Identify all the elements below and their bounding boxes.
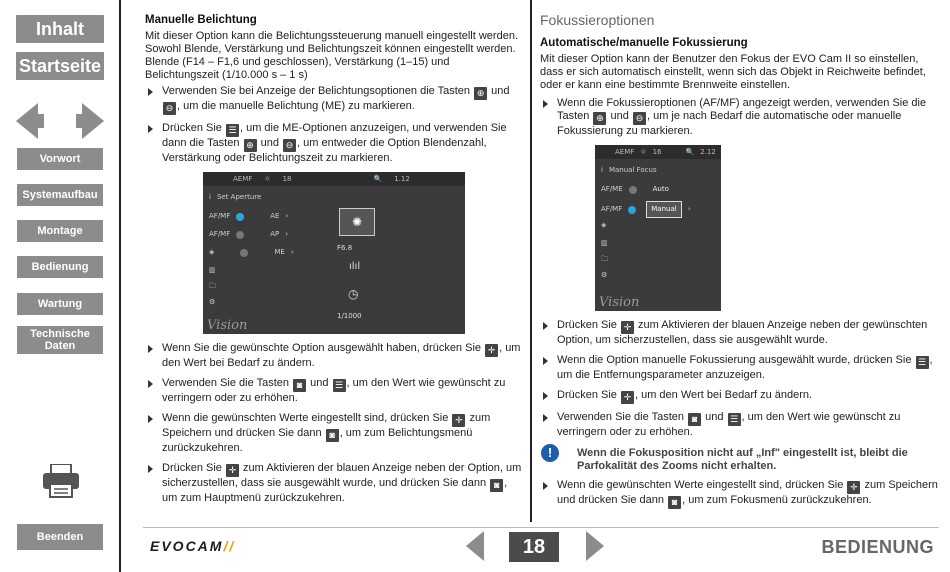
previous-page-stem	[36, 114, 44, 128]
gain-icon: ılıl	[349, 261, 361, 272]
page-number: 18	[509, 532, 559, 562]
zoom-icon: ⊕	[244, 139, 257, 152]
info-icon: i	[601, 166, 603, 174]
text: ME	[274, 248, 285, 256]
folder-icon: 🗀	[209, 282, 216, 290]
back-icon: ◙	[688, 413, 701, 426]
selected-indicator-icon	[236, 213, 244, 221]
text: und	[491, 85, 510, 97]
enter-icon: ✛	[226, 464, 239, 477]
back-icon: ◙	[668, 496, 681, 509]
text: Wenn die gewünschten Werte eingestellt sind, drücken Sie	[557, 479, 844, 491]
sidebar	[0, 0, 121, 572]
note-block	[540, 447, 938, 473]
list-item	[145, 122, 525, 165]
sidebar-item-technische-daten[interactable]: Technische Daten	[17, 326, 103, 354]
zoom-icon: ⊕	[474, 87, 487, 100]
text: , um den Wert wie gewünscht zu verringern oder zu erhöhen.	[162, 377, 506, 404]
text: AEMF	[615, 147, 635, 156]
text: , um zum Fokusmenü zurückzukehren.	[682, 494, 872, 506]
list-item	[540, 479, 938, 509]
text: 2.12	[700, 147, 716, 156]
focus-icon: ◈	[209, 248, 215, 256]
list-item	[145, 462, 525, 505]
text: Auto	[652, 185, 669, 193]
folder-icon: 🗀	[601, 255, 608, 263]
focus-menu-screenshot	[595, 145, 721, 311]
screen-row	[209, 280, 216, 293]
indicator-icon	[240, 249, 248, 257]
vision-logo: Vision	[207, 318, 248, 333]
text: zum Speichern und drücken Sie dann	[557, 479, 938, 506]
list-item	[540, 319, 938, 347]
section-title-fokussieroptionen: Fokussieroptionen	[540, 12, 655, 28]
text: AF/MF	[209, 230, 231, 238]
menu-icon: ☰	[226, 124, 239, 137]
screen-row: AF/MF Manual ›	[601, 201, 691, 218]
text: zum Aktivieren der blauen Anzeige neben der Option, um sicherzustellen, dass sie ausgewählt wurde, und drücken Sie dann	[162, 462, 522, 489]
sidebar-item-vorwort[interactable]: Vorwort	[17, 148, 103, 170]
text: , um den Wert wie gewünscht zu verringern oder zu erhöhen.	[557, 411, 901, 438]
text: Wenn die Fokussieroptionen (AF/MF) angezeigt werden, verwenden Sie die Tasten	[557, 97, 927, 122]
back-icon: ◙	[293, 379, 306, 392]
back-icon: ◙	[326, 429, 339, 442]
evocam-logo	[150, 538, 235, 554]
text: AF/MF	[601, 205, 623, 213]
sun-icon: ☼	[640, 147, 647, 156]
text: zum Speichern und drücken Sie dann	[162, 412, 491, 439]
text: AF/ME	[601, 185, 623, 193]
text: und	[260, 137, 279, 149]
left-column	[145, 8, 525, 512]
section-heading-manuelle-belichtung: Manuelle Belichtung	[145, 14, 257, 26]
text: , um die manuelle Belichtung (ME) zu markieren.	[177, 100, 415, 112]
zoom-icon: ⊖	[163, 102, 176, 115]
menu-icon: ☰	[333, 379, 346, 392]
text: AE	[270, 212, 280, 220]
zoom-icon: 🔍	[373, 174, 383, 183]
enter-icon: ✛	[847, 481, 860, 494]
screen-row: AF/MF AP ›	[209, 228, 288, 241]
list-item	[145, 85, 525, 115]
text: , um den Wert bei Bedarf zu ändern.	[162, 342, 521, 369]
screen-row	[601, 253, 608, 266]
footer-divider	[143, 527, 939, 528]
screen-row: AF/MF AE ›	[209, 210, 288, 223]
text: Drücken Sie	[557, 319, 617, 331]
text: , um den Wert bei Bedarf zu ändern.	[634, 389, 813, 401]
menu-icon: ☰	[728, 413, 741, 426]
clock-icon: ◷	[348, 287, 359, 301]
next-page-arrow-icon[interactable]	[586, 531, 604, 561]
text: Verwenden Sie die Tasten	[162, 377, 289, 389]
text: Set Aperture	[216, 193, 262, 201]
selected-indicator-icon	[628, 206, 636, 214]
screen-status-bar	[203, 172, 465, 186]
image-icon: ▥	[209, 266, 216, 274]
menu-icon: ☰	[916, 356, 929, 369]
text: 1.12	[394, 174, 410, 183]
text: und	[705, 411, 724, 423]
list-item	[540, 411, 938, 439]
text: 16	[652, 147, 662, 156]
settings-icon: ⚙	[209, 298, 216, 306]
back-icon: ◙	[490, 479, 503, 492]
vision-logo: Vision	[599, 295, 640, 310]
text: Wenn die Option manuelle Fokussierung ausgewählt wurde, drücken Sie	[557, 354, 912, 366]
enter-icon: ✛	[621, 391, 634, 404]
logo-accent: //	[223, 538, 236, 554]
text: 1/1000	[337, 312, 362, 320]
right-column	[540, 8, 938, 516]
enter-icon: ✛	[621, 321, 634, 334]
sidebar-item-systemaufbau[interactable]: Systemaufbau	[17, 184, 103, 206]
previous-page-icon[interactable]	[16, 103, 38, 139]
column-divider	[530, 0, 532, 522]
exposure-menu-screenshot	[203, 172, 465, 334]
previous-page-arrow-icon[interactable]	[466, 531, 484, 561]
intro-text: Mit dieser Option kann der Benutzer den Fokus der EVO Cam II so einstellen, dass er sich automatisch einstellt, wenn sich das Objekt in Reichweite befindet, oder er kann eine bestimmte Brennweite einstellen.	[540, 53, 926, 91]
sidebar-startseite-button[interactable]: Startseite	[16, 52, 104, 80]
screen-title-row	[209, 191, 261, 204]
sidebar-item-wartung[interactable]: Wartung	[17, 293, 103, 315]
sidebar-item-bedienung[interactable]: Bedienung	[17, 256, 103, 278]
text: Verwenden Sie die Tasten	[557, 411, 684, 423]
text: zum Aktivieren der blauen Anzeige neben der gewünschten Option, um sicherzustellen, dass sie ausgewählt wurde.	[557, 319, 928, 346]
aperture-icon: ✺	[339, 208, 375, 236]
zoom-icon: ⊖	[633, 112, 646, 125]
text: AP	[270, 230, 280, 238]
text: Manual Focus	[608, 166, 657, 174]
info-icon: !	[541, 444, 559, 462]
text: Drücken Sie	[162, 122, 222, 134]
text: Wenn Sie die gewünschte Option ausgewählt haben, drücken Sie	[162, 342, 482, 354]
text: AF/MF	[209, 212, 231, 220]
image-icon: ▥	[601, 239, 608, 247]
screen-row	[209, 296, 215, 309]
list-item	[540, 354, 938, 382]
list-item	[540, 389, 938, 404]
screen-row	[601, 237, 608, 250]
text: , um entweder die Option Blendenzahl, Verstärkung oder Belichtungszeit zu markieren.	[162, 137, 487, 164]
text: Drücken Sie	[162, 462, 222, 474]
text: , um die Entfernungsparameter anzuzeigen.	[557, 354, 933, 381]
text: F6.8	[337, 244, 353, 252]
indicator-icon	[236, 231, 244, 239]
screen-row	[601, 183, 669, 196]
next-page-icon[interactable]	[82, 103, 104, 139]
screen-row	[209, 264, 216, 277]
screen-title-row	[601, 164, 657, 177]
text: Drücken Sie	[557, 389, 617, 401]
focus-icon: ◈	[601, 221, 607, 229]
screen-row	[601, 219, 606, 232]
section-heading-fokussierung: Automatische/manuelle Fokussierung	[540, 37, 748, 49]
list-item	[145, 342, 525, 370]
sidebar-beenden-button[interactable]: Beenden	[17, 524, 103, 550]
text: und	[610, 110, 629, 122]
intro-text: Mit dieser Option kann die Belichtungssteuerung manuell eingestellt werden. Sowohl Blende, Verstärkung und Belichtungszeit können eingestellt werden. Blende (F14 – F1,6 und geschlossen), Verstärkung (1–15) und Belichtungszeit (1/10.000 s – 1 s)	[145, 30, 518, 81]
text: 18	[282, 174, 292, 183]
list-item	[540, 97, 938, 138]
text: und	[310, 377, 329, 389]
text: Verwenden Sie bei Anzeige der Belichtungsoptionen die Tasten	[162, 85, 471, 97]
logo-text: EVOCAM	[150, 538, 224, 554]
zoom-icon: ⊖	[283, 139, 296, 152]
list-item	[145, 412, 525, 455]
zoom-icon: ⊕	[593, 112, 606, 125]
screen-row	[601, 269, 607, 282]
text: , um zum Belichtungsmenü zurückzukehren.	[162, 427, 473, 454]
info-icon: i	[209, 193, 211, 201]
text: , um zum Hauptmenü zurückzukehren.	[162, 477, 508, 504]
next-page-stem	[76, 114, 84, 128]
text: Wenn die gewünschten Werte eingestellt sind, drücken Sie	[162, 412, 449, 424]
sun-icon: ☼	[264, 174, 271, 183]
note-text: Wenn die Fokusposition nicht auf „Inf" eingestellt ist, bleibt die Parfokalität des Zooms nicht erhalten.	[577, 447, 908, 472]
sidebar-inhalt-button[interactable]: Inhalt	[16, 15, 104, 43]
zoom-icon: 🔍	[685, 147, 695, 156]
printer-icon[interactable]	[42, 464, 80, 498]
sidebar-item-montage[interactable]: Montage	[17, 220, 103, 242]
indicator-icon	[629, 186, 637, 194]
text: , um die ME-Optionen anzuzeigen, und verwenden Sie dann die Tasten	[162, 122, 507, 149]
enter-icon: ✛	[452, 414, 465, 427]
screen-status-bar	[595, 145, 721, 159]
text: AEMF	[233, 174, 253, 183]
chapter-title: BEDIENUNG	[821, 537, 934, 557]
enter-icon: ✛	[485, 344, 498, 357]
settings-icon: ⚙	[601, 271, 608, 279]
list-item	[145, 377, 525, 405]
screen-row: ◈ ME ›	[209, 246, 294, 259]
text: Manual	[646, 201, 681, 218]
text: , um je nach Bedarf die automatische oder manuelle Fokussierung zu markieren.	[557, 110, 902, 137]
